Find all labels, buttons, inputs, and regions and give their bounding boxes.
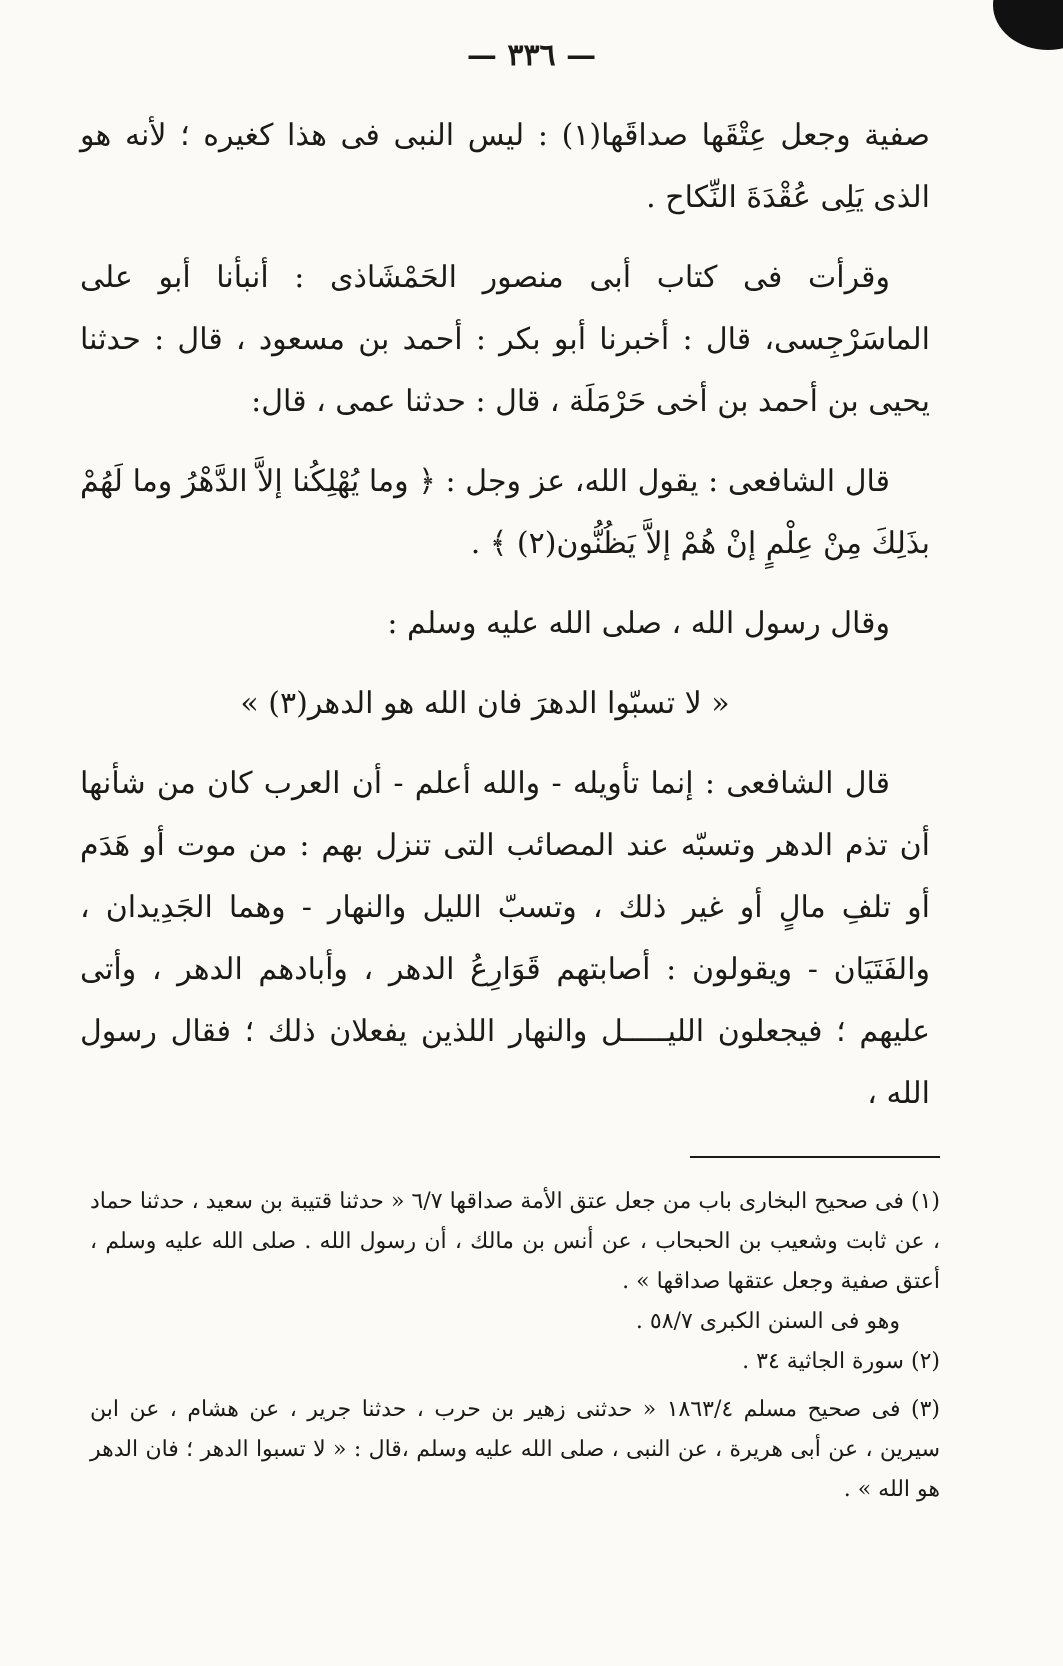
paragraph-4: وقال رسول الله ، صلى الله عليه وسلم :: [387, 606, 890, 641]
paragraph-3-quran-quote: قال الشافعى : يقول الله، عز وجل : ﴿ وما يُهْلِكُنا إلاَّ الدَّهْرُ وما لَهُمْ بذَلِكَ مِنْ عِلْمٍ إنْ هُمْ إلاَّ يَظُنُّون(٢) ﴾ .: [80, 464, 930, 561]
paragraph-1: صفية وجعل عِتْقَها صداقَها(١) : ليس النبى فى هذا كغيره ؛ لأنه هو الذى يَلِى عُقْدَةَ النِّكاح .: [80, 118, 930, 215]
hadith-quote: « لا تسبّوا الدهرَ فان الله هو الدهر(٣) »: [240, 686, 730, 721]
page-number: — ٣٣٦ —: [466, 38, 597, 73]
footnotes: [90, 1182, 940, 1510]
paragraph-5: قال الشافعى : إنما تأويله - والله أعلم - أن العرب كان من شأنها أن تذم الدهر وتسبّه عند المصائب التى تنزل بهم : من موت أو هَدَم أو تلفِ مالٍ أو غير ذلك ، وتسبّ الليل والنهار - وهما الجَدِيدان ، والفَتَيَان - ويقولون : أصابتهم قَوَارِعُ الدهر ، وأبادهم الدهر ، وأتى عليهم ؛ فيجعلون الليـــــل والنهار اللذين يفعلان ذلك ؛ فقال رسول الله ،: [80, 766, 930, 1111]
footnote-3: (٣) فى صحيح مسلم ١٨٦٣/٤ « حدثنى زهير بن حرب ، حدثنا جرير ، عن هشام ، عن ابن سيرين ، عن أبى هريرة ، عن النبى ، صلى الله عليه وسلم ،قال : « لا تسبوا الدهر ؛ فان الدهر هو الله » .: [90, 1397, 941, 1502]
footnote-1-continuation: وهو فى السنن الكبرى ٥٨/٧ .: [635, 1309, 900, 1334]
paragraph-2: وقرأت فى كتاب أبى منصور الحَمْشَاذى : أنبأنا أبو على الماسَرْجِسى، قال : أخبرنا أبو بكر : أحمد بن مسعود ، قال : حدثنا يحيى بن أحمد بن أخى حَرْمَلَة ، قال : حدثنا عمى ، قال:: [80, 260, 930, 419]
main-text: [80, 105, 930, 1143]
footnote-1: (١) فى صحيح البخارى باب من جعل عتق الأمة صداقها ٦/٧ « حدثنا قتيبة بن سعيد ، حدثنا حماد ، عن ثابت وشعيب بن الحبحاب ، عن أنس بن مالك ، أن رسول الله . صلى الله عليه وسلم ، أعتق صفية وجعل عتقها صداقها » .: [90, 1189, 940, 1294]
footnote-separator: [690, 1156, 940, 1158]
footnote-2: (٢) سورة الجاثية ٣٤ .: [742, 1349, 940, 1374]
